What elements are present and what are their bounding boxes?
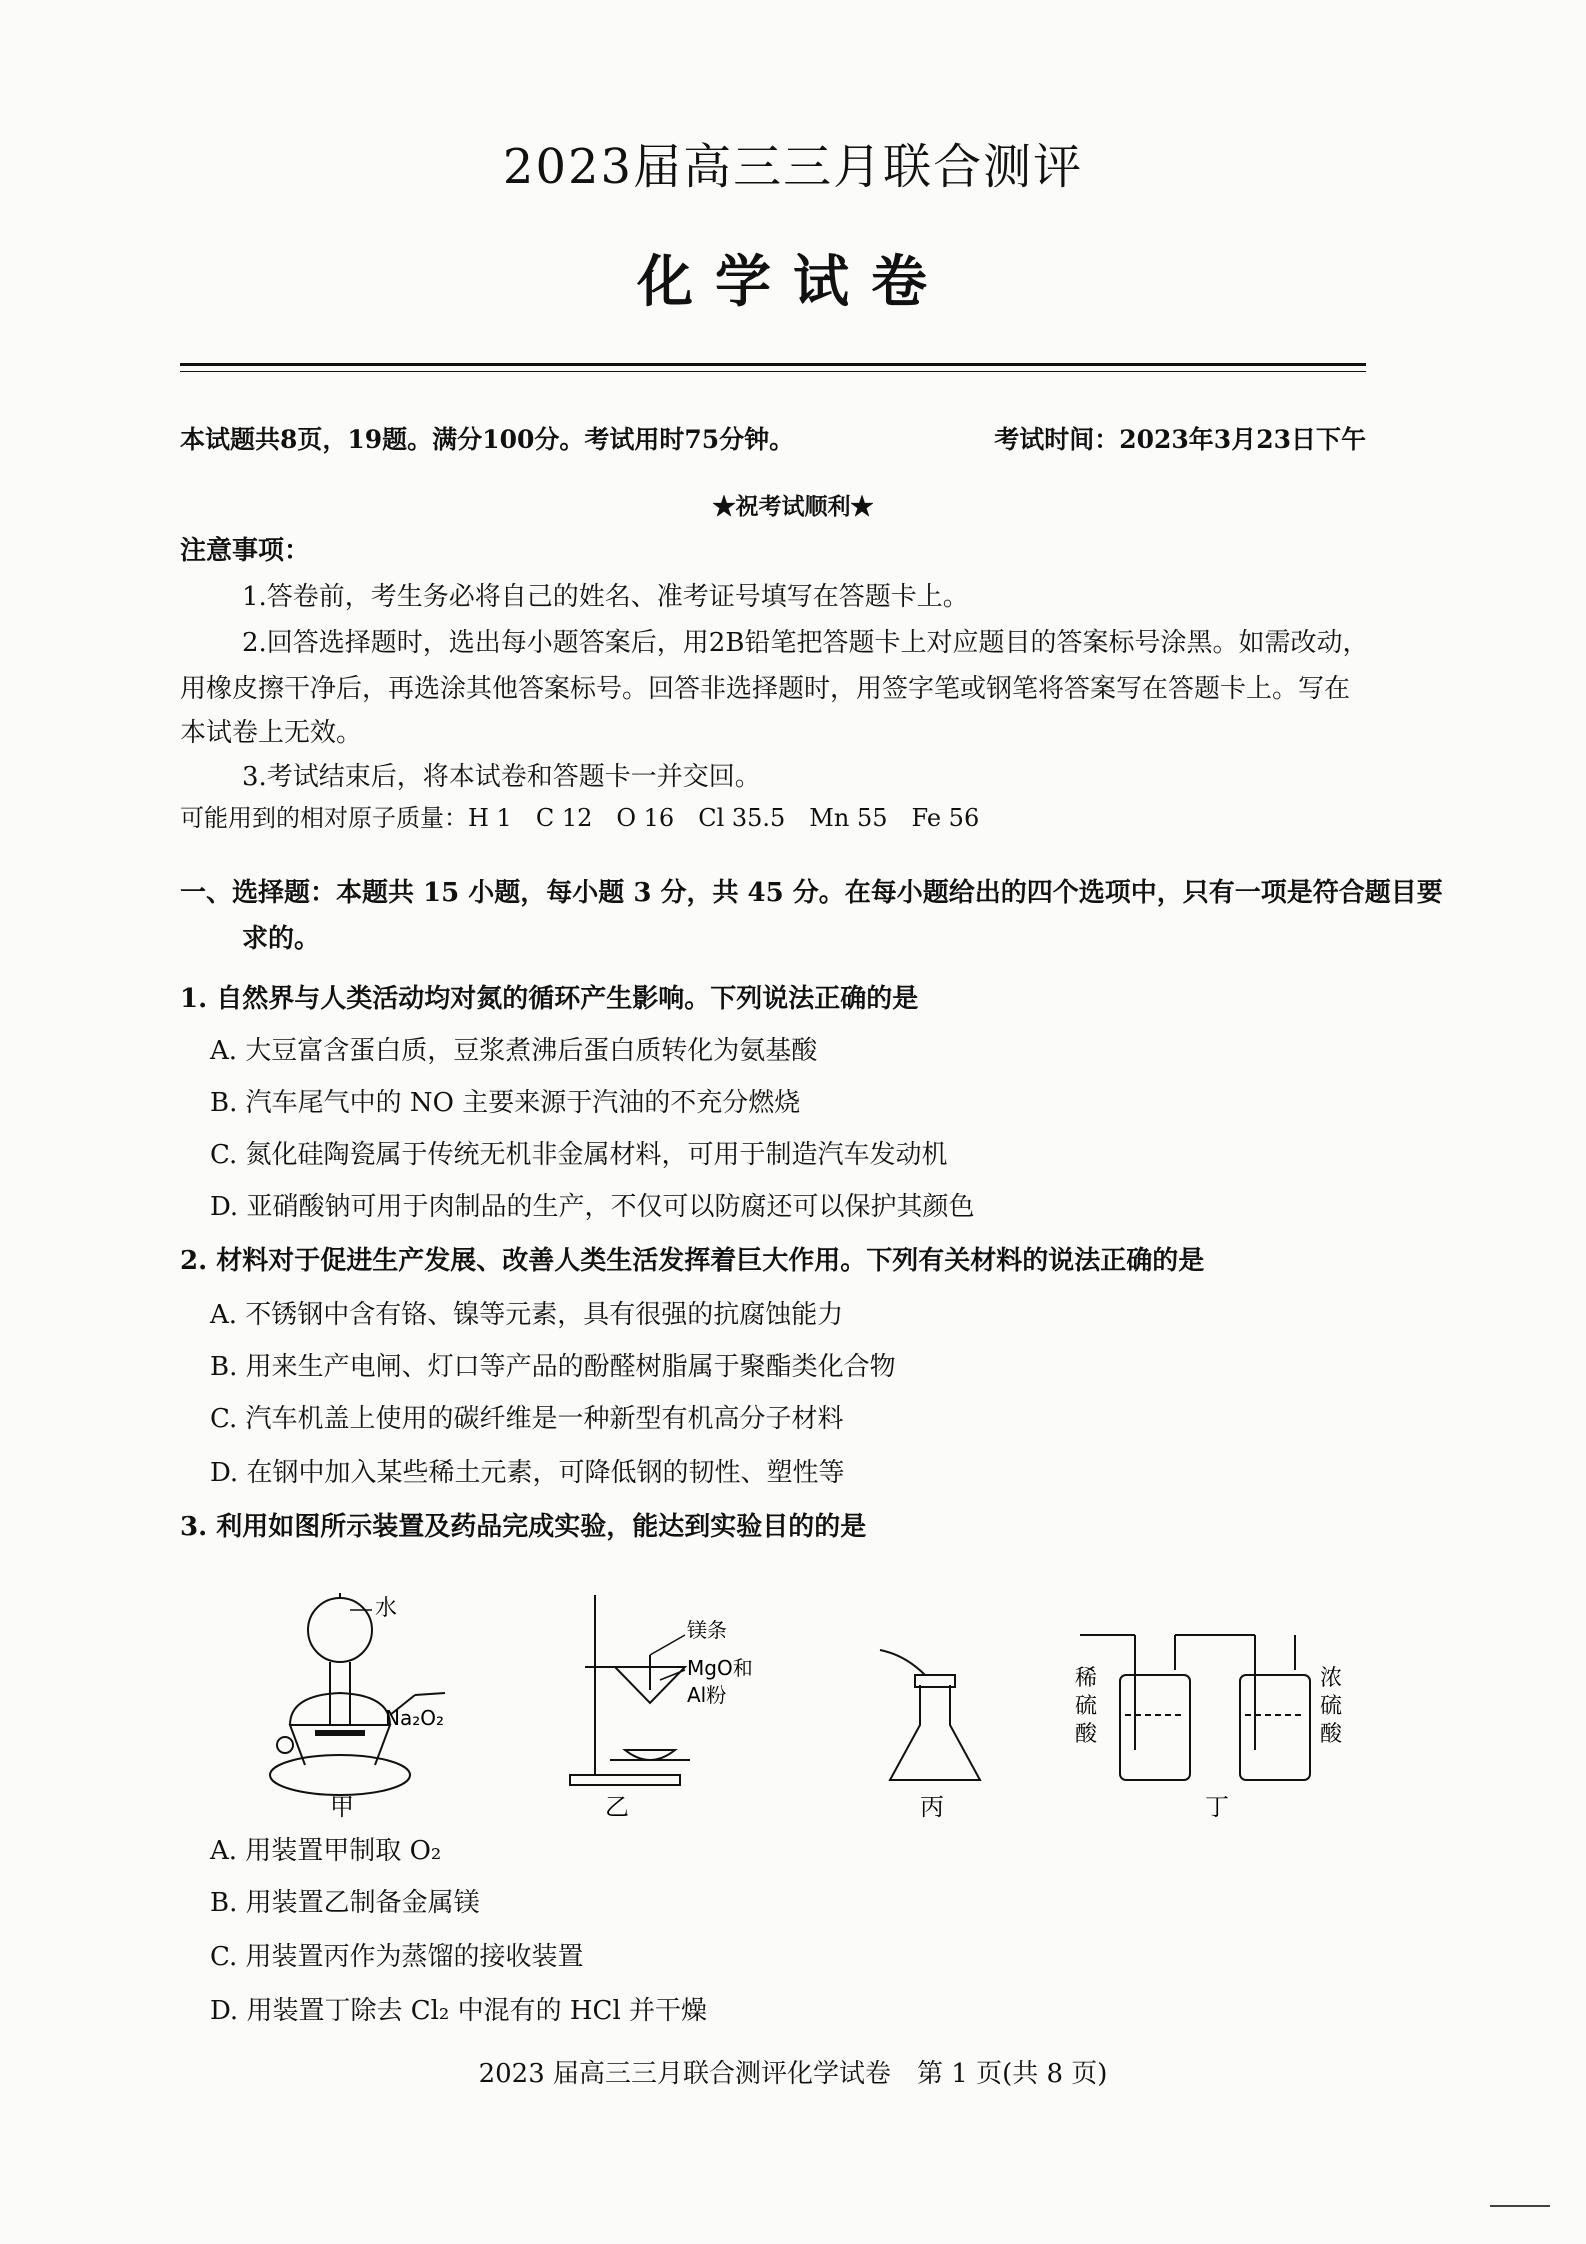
question-2-option-a: A. 不锈钢中含有铬、镍等元素，具有很强的抗腐蚀能力 [210,1300,844,1330]
question-1-option-d: D. 亚硝酸钠可用于肉制品的生产，不仅可以防腐还可以保护其颜色 [210,1192,975,1222]
exam-title: 2023届高三三月联合测评 [502,139,1084,195]
ding-left-3: 酸 [1075,1722,1098,1747]
page-footer: 2023 届高三三月联合测评化学试卷 第 1 页(共 8 页) [478,2059,1108,2089]
apparatus-yi [570,1595,690,1785]
notice-item-2: 2.回答选择题时，选出每小题答案后，用2B铅笔把答题卡上对应题目的答案标号涂黑。如需改动， [242,628,1369,658]
notice-item-1: 1.答卷前，考生务必将自己的姓名、准考证号填写在答题卡上。 [242,582,969,612]
atomic-masses: 可能用到的相对原子质量：H 1 C 12 O 16 Cl 35.5 Mn 55 Fe 56 [180,804,980,832]
yi-label-2: MgO和 [687,1656,753,1680]
apparatus-figure [180,1575,1380,1821]
question-3-stem: 3. 利用如图所示装置及药品完成实验，能达到实验目的的是 [180,1512,867,1542]
apparatus-ding [1080,1635,1310,1780]
apparatus-jia [270,1593,445,1795]
ding-caption: 丁 [1205,1793,1229,1821]
apparatus-bing [880,1650,980,1780]
subject-title: 化学试卷 [637,249,949,315]
jia-caption: 甲 [330,1793,354,1821]
section-heading-cont: 求的。 [242,924,321,954]
jia-reagent-label: Na₂O₂ [385,1706,444,1730]
question-2-option-d: D. 在钢中加入某些稀土元素，可降低钢的韧性、塑性等 [210,1458,845,1488]
notice-heading: 注意事项： [180,536,311,566]
yi-caption: 乙 [605,1793,629,1821]
question-3-option-a: A. 用装置甲制取 O₂ [210,1836,442,1866]
jia-water-label: 水 [375,1596,398,1621]
exam-info [180,420,1366,456]
ding-right-1: 浓 [1320,1666,1343,1691]
scan-mark [1490,2205,1550,2207]
question-3-option-b: B. 用装置乙制备金属镁 [210,1888,480,1918]
question-1-option-c: C. 氮化硅陶瓷属于传统无机非金属材料，可用于制造汽车发动机 [210,1140,948,1170]
question-1-stem: 1. 自然界与人类活动均对氮的循环产生影响。下列说法正确的是 [180,984,919,1014]
question-3-option-c: C. 用装置丙作为蒸馏的接收装置 [210,1942,584,1972]
ding-right-3: 酸 [1320,1722,1343,1747]
ding-left-2: 硫 [1075,1694,1098,1719]
good-luck-banner: ★祝考试顺利★ [712,493,874,520]
header-rule-thin [180,371,1366,372]
question-1-option-a: A. 大豆富含蛋白质，豆浆煮沸后蛋白质转化为氨基酸 [210,1036,818,1066]
exam-info-left: 本试题共8页，19题。满分100分。考试用时75分钟。 [180,425,795,454]
yi-label-3: Al粉 [687,1683,727,1707]
section-heading: 一、选择题：本题共 15 小题，每小题 3 分，共 45 分。在每小题给出的四个选项中，只有一项是符合题目要 [180,878,1443,908]
question-3-option-d: D. 用装置丁除去 Cl₂ 中混有的 HCl 并干燥 [210,1996,708,2026]
notice-item-3: 3.考试结束后，将本试卷和答题卡一并交回。 [242,762,761,792]
exam-time: 考试时间：2023年3月23日下午 [994,425,1366,454]
bing-caption: 丙 [920,1793,944,1821]
question-2-option-c: C. 汽车机盖上使用的碳纤维是一种新型有机高分子材料 [210,1404,844,1434]
ding-left-1: 稀 [1075,1666,1098,1691]
ding-right-2: 硫 [1320,1694,1343,1719]
question-2-stem: 2. 材料对于促进生产发展、改善人类生活发挥着巨大作用。下列有关材料的说法正确的是 [180,1246,1205,1276]
notice-item-2-end: 本试卷上无效。 [180,718,363,748]
question-2-option-b: B. 用来生产电闸、灯口等产品的酚醛树脂属于聚酯类化合物 [210,1352,896,1382]
notice-item-2-cont: 用橡皮擦干净后，再选涂其他答案标号。回答非选择题时，用签字笔或钢笔将答案写在答题卡上。写在 [180,674,1351,704]
question-1-option-b: B. 汽车尾气中的 NO 主要来源于汽油的不充分燃烧 [210,1088,801,1118]
yi-label-1: 镁条 [687,1618,727,1642]
header-rule-thick [180,363,1366,366]
apparatus-drawing [180,1575,1380,1821]
